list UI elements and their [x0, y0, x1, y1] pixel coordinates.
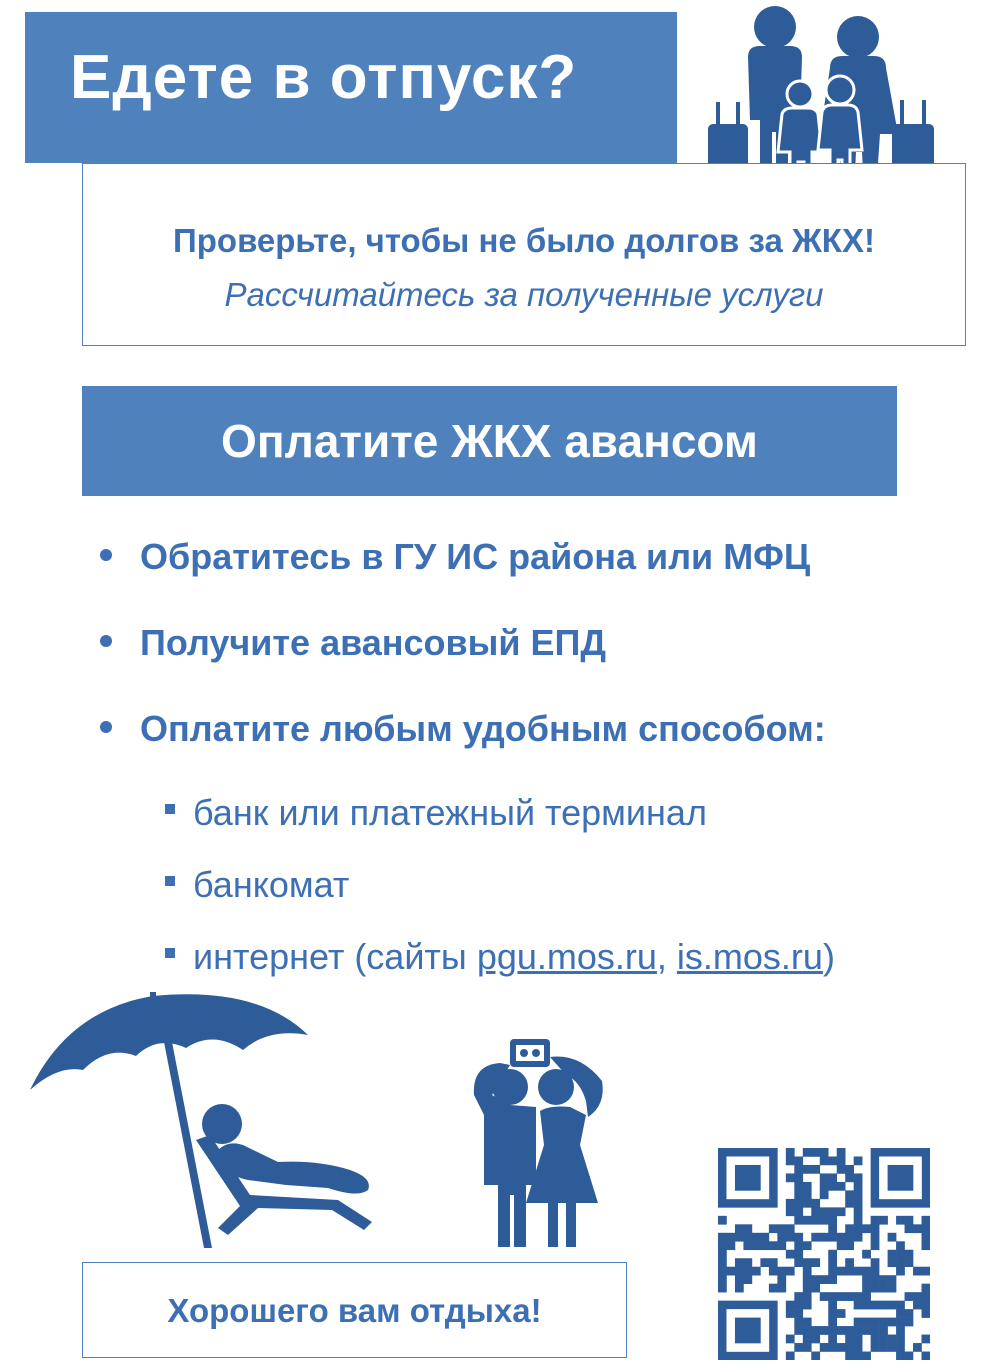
step-item: Получите авансовый ЕПД	[100, 622, 606, 664]
square-bullet-icon	[165, 876, 175, 886]
notice-debt-check: Проверьте, чтобы не было долгов за ЖКХ!	[173, 222, 875, 259]
method-atm: банкомат	[165, 864, 349, 906]
qr-code[interactable]	[718, 1148, 930, 1360]
bullet-icon	[100, 635, 112, 647]
bullet-icon	[100, 549, 112, 561]
advance-heading: Оплатите ЖКХ авансом	[221, 415, 758, 467]
bullet-icon	[100, 721, 112, 733]
wish-text: Хорошего вам отдыха!	[167, 1292, 542, 1329]
square-bullet-icon	[165, 804, 175, 814]
square-bullet-icon	[165, 948, 175, 958]
method-bank: банк или платежный терминал	[165, 792, 707, 834]
method-internet: интернет (сайты pgu.mos.ru, is.mos.ru)	[165, 936, 835, 978]
link-pgu[interactable]: pgu.mos.ru	[476, 936, 657, 977]
step-item: Оплатите любым удобным способом:	[100, 708, 826, 750]
step-item: Обратитесь в ГУ ИС района или МФЦ	[100, 536, 810, 578]
notice-settle-services: Рассчитайтесь за полученные услуги	[224, 276, 824, 313]
page-title: Едете в отпуск?	[70, 43, 578, 112]
couple-selfie-icon	[470, 1035, 610, 1250]
beach-umbrella-icon	[28, 990, 388, 1255]
link-is[interactable]: is.mos.ru	[676, 936, 823, 977]
